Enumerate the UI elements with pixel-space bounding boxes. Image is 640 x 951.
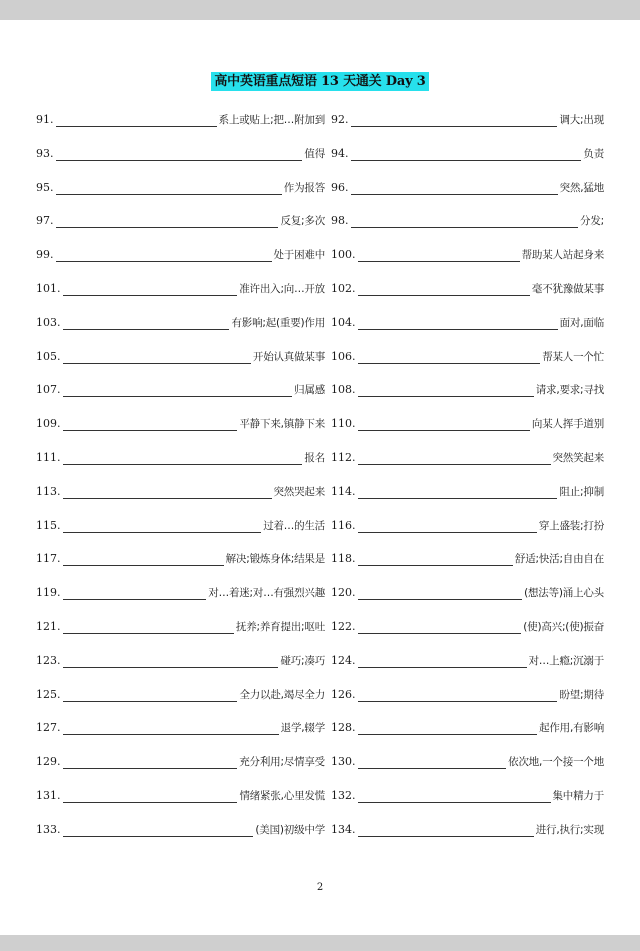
entry-row xyxy=(0,141,640,175)
answer-blank[interactable] xyxy=(63,722,279,735)
phrase-entry-left xyxy=(36,377,327,397)
entry-number: 100. xyxy=(331,248,356,262)
entry-row xyxy=(0,344,640,378)
entry-number: 108. xyxy=(331,383,356,397)
phrase-entry-right xyxy=(331,682,606,702)
phrase-entry-left xyxy=(36,276,327,296)
phrase-entry-right xyxy=(331,208,606,228)
answer-blank[interactable] xyxy=(358,689,558,702)
bottom-border-band xyxy=(0,935,640,951)
chinese-meaning: 帮助某人站起身来 xyxy=(521,249,604,262)
chinese-meaning: (使)高兴;(使)振奋 xyxy=(523,620,604,633)
answer-blank[interactable] xyxy=(358,486,558,499)
entry-number: 98. xyxy=(331,214,349,228)
phrase-entry-right xyxy=(331,242,606,262)
phrase-entry-left xyxy=(36,175,327,195)
entry-row xyxy=(0,445,640,479)
chinese-meaning: 起作用,有影响 xyxy=(539,722,604,735)
entry-number: 103. xyxy=(36,315,61,329)
answer-blank[interactable] xyxy=(351,114,558,127)
answer-blank[interactable] xyxy=(63,621,234,634)
entry-row xyxy=(0,614,640,648)
answer-blank[interactable] xyxy=(63,689,238,702)
entry-number: 94. xyxy=(331,146,349,160)
answer-blank[interactable] xyxy=(351,215,579,228)
entry-row xyxy=(0,107,640,141)
entry-row xyxy=(0,377,640,411)
chinese-meaning: 有影响;起(重要)作用 xyxy=(231,316,325,329)
answer-blank[interactable] xyxy=(358,520,537,533)
entry-number: 92. xyxy=(331,113,349,126)
chinese-meaning: 面对,面临 xyxy=(559,316,604,329)
phrase-entry-left xyxy=(36,310,327,330)
answer-blank[interactable] xyxy=(358,249,520,262)
chinese-meaning: 归属感 xyxy=(294,384,325,397)
answer-blank[interactable] xyxy=(358,351,541,364)
entry-row xyxy=(0,175,640,209)
chinese-meaning: 舒适;快活;自由自在 xyxy=(514,553,604,566)
chinese-meaning: 穿上盛装;打扮 xyxy=(538,519,604,532)
chinese-meaning: 进行,执行;实现 xyxy=(535,823,604,836)
answer-blank[interactable] xyxy=(63,824,254,837)
chinese-meaning: 抚养;养育提出;呕吐 xyxy=(235,620,325,633)
page-title-highlight: 高中英语重点短语 13 天通关 Day 3 xyxy=(211,72,428,91)
phrase-entry-left xyxy=(36,513,327,533)
phrase-entry-left xyxy=(36,749,327,769)
entry-row xyxy=(0,513,640,547)
phrase-entry-right xyxy=(331,141,606,161)
phrase-entry-left xyxy=(36,141,327,161)
entry-row xyxy=(0,242,640,276)
chinese-meaning: 平静下来,镇静下来 xyxy=(239,418,325,431)
entry-row xyxy=(0,580,640,614)
chinese-meaning: 集中精力于 xyxy=(552,789,604,802)
chinese-meaning: 开始认真做某事 xyxy=(252,350,325,363)
entry-number: 116. xyxy=(331,518,356,532)
phrase-entry-right xyxy=(331,107,606,127)
phrase-entry-right xyxy=(331,749,606,769)
entry-row xyxy=(0,715,640,749)
answer-blank[interactable] xyxy=(358,317,558,330)
chinese-meaning: 准许出入;向…开放 xyxy=(239,282,325,295)
chinese-meaning: 全力以赴,竭尽全力 xyxy=(239,688,325,701)
entry-number: 109. xyxy=(36,417,61,431)
chinese-meaning: 作为报答 xyxy=(283,181,325,194)
phrase-entry-left xyxy=(36,411,327,431)
entry-number: 125. xyxy=(36,687,61,701)
answer-blank[interactable] xyxy=(358,756,507,769)
chinese-meaning: 毫不犹豫做某事 xyxy=(531,282,604,295)
entry-number: 95. xyxy=(36,180,54,194)
entry-number: 106. xyxy=(331,349,356,363)
phrase-entry-right xyxy=(331,175,606,195)
entry-number: 114. xyxy=(331,484,356,498)
phrase-entry-right xyxy=(331,276,606,296)
entry-number: 105. xyxy=(36,349,61,363)
phrase-entry-right xyxy=(331,411,606,431)
chinese-meaning: 调大;出现 xyxy=(559,114,604,126)
entry-number: 123. xyxy=(36,653,61,667)
chinese-meaning: 系上或贴上;把…附加到 xyxy=(218,114,325,126)
phrase-entry-left xyxy=(36,817,327,837)
chinese-meaning: 充分利用;尽情享受 xyxy=(239,756,325,769)
entry-number: 91. xyxy=(36,113,54,126)
phrase-entry-right xyxy=(331,715,606,735)
answer-blank[interactable] xyxy=(358,722,538,735)
entry-number: 101. xyxy=(36,281,61,295)
chinese-meaning: 碰巧;凑巧 xyxy=(280,654,325,667)
entry-number: 99. xyxy=(36,248,54,262)
answer-blank[interactable] xyxy=(56,182,282,195)
chinese-meaning: 阻止;抑制 xyxy=(559,485,604,498)
entry-row xyxy=(0,749,640,783)
phrase-entry-right xyxy=(331,479,606,499)
page-title xyxy=(0,70,640,91)
chinese-meaning: 解决;锻炼身体;结果是 xyxy=(225,553,325,566)
document-page xyxy=(0,20,640,935)
entry-number: 121. xyxy=(36,619,61,633)
entry-number: 97. xyxy=(36,214,54,228)
phrase-entry-right xyxy=(331,783,606,803)
chinese-meaning: 处于困难中 xyxy=(273,249,325,262)
entry-number: 93. xyxy=(36,146,54,160)
answer-blank[interactable] xyxy=(351,182,558,195)
chinese-meaning: (美国)初级中学 xyxy=(255,823,325,836)
chinese-meaning: 依次地,一个接一个地 xyxy=(508,756,604,769)
chinese-meaning: (想法等)涌上心头 xyxy=(524,587,604,600)
phrase-list xyxy=(0,107,640,851)
answer-blank[interactable] xyxy=(358,384,534,397)
chinese-meaning: 值得 xyxy=(304,147,325,160)
answer-blank[interactable] xyxy=(63,790,238,803)
entry-number: 117. xyxy=(36,552,61,566)
top-border-band xyxy=(0,0,640,20)
chinese-meaning: 盼望;期待 xyxy=(559,688,604,701)
entry-number: 126. xyxy=(331,687,356,701)
answer-blank[interactable] xyxy=(358,824,534,837)
entry-row xyxy=(0,648,640,682)
phrase-entry-right xyxy=(331,817,606,837)
phrase-entry-left xyxy=(36,614,327,634)
phrase-entry-left xyxy=(36,648,327,668)
entry-row xyxy=(0,276,640,310)
entry-row xyxy=(0,479,640,513)
chinese-meaning: 突然,猛地 xyxy=(559,181,604,194)
phrase-entry-left xyxy=(36,479,327,499)
entry-number: 110. xyxy=(331,417,356,431)
entry-number: 112. xyxy=(331,450,356,464)
phrase-entry-right xyxy=(331,513,606,533)
entry-number: 113. xyxy=(36,484,61,498)
answer-blank[interactable] xyxy=(63,452,303,465)
answer-blank[interactable] xyxy=(63,384,293,397)
entry-number: 102. xyxy=(331,281,356,295)
entry-row xyxy=(0,682,640,716)
answer-blank[interactable] xyxy=(63,655,279,668)
entry-number: 132. xyxy=(331,788,356,802)
answer-blank[interactable] xyxy=(358,283,530,296)
answer-blank[interactable] xyxy=(56,114,217,127)
entry-row xyxy=(0,208,640,242)
entry-number: 130. xyxy=(331,755,356,769)
answer-blank[interactable] xyxy=(358,553,513,566)
answer-blank[interactable] xyxy=(56,148,303,161)
chinese-meaning: 情绪紧张,心里发慌 xyxy=(239,789,325,802)
entry-row xyxy=(0,411,640,445)
entry-number: 131. xyxy=(36,788,61,802)
phrase-entry-right xyxy=(331,310,606,330)
answer-blank[interactable] xyxy=(63,520,262,533)
phrase-entry-left xyxy=(36,344,327,364)
phrase-entry-left xyxy=(36,208,327,228)
entry-number: 111. xyxy=(36,450,61,464)
chinese-meaning: 向某人挥手道别 xyxy=(531,418,604,431)
entry-number: 96. xyxy=(331,180,349,194)
answer-blank[interactable] xyxy=(358,790,551,803)
phrase-entry-left xyxy=(36,682,327,702)
answer-blank[interactable] xyxy=(63,486,272,499)
phrase-entry-right xyxy=(331,344,606,364)
entry-number: 124. xyxy=(331,653,356,667)
chinese-meaning: 帮某人一个忙 xyxy=(542,350,604,363)
answer-blank[interactable] xyxy=(63,587,207,600)
phrase-entry-right xyxy=(331,377,606,397)
phrase-entry-left xyxy=(36,242,327,262)
chinese-meaning: 分发; xyxy=(580,215,604,228)
phrase-entry-left xyxy=(36,580,327,600)
entry-number: 120. xyxy=(331,586,356,600)
phrase-entry-right xyxy=(331,614,606,634)
answer-blank[interactable] xyxy=(358,621,522,634)
phrase-entry-left xyxy=(36,546,327,566)
entry-row xyxy=(0,546,640,580)
entry-number: 127. xyxy=(36,721,61,735)
chinese-meaning: 反复;多次 xyxy=(280,215,325,228)
entry-number: 115. xyxy=(36,518,61,532)
entry-row xyxy=(0,310,640,344)
answer-blank[interactable] xyxy=(56,215,279,228)
answer-blank[interactable] xyxy=(358,655,527,668)
answer-blank[interactable] xyxy=(358,452,551,465)
chinese-meaning: 报名 xyxy=(304,451,325,464)
chinese-meaning: 对…着迷;对…有强烈兴趣 xyxy=(208,587,325,600)
entry-number: 104. xyxy=(331,315,356,329)
answer-blank[interactable] xyxy=(358,418,530,431)
answer-blank[interactable] xyxy=(351,148,582,161)
answer-blank[interactable] xyxy=(63,351,251,364)
entry-number: 118. xyxy=(331,552,356,566)
entry-number: 107. xyxy=(36,383,61,397)
phrase-entry-right xyxy=(331,580,606,600)
chinese-meaning: 对…上瘾;沉溺于 xyxy=(528,654,604,667)
chinese-meaning: 负责 xyxy=(583,147,604,160)
phrase-entry-left xyxy=(36,445,327,465)
phrase-entry-left xyxy=(36,715,327,735)
chinese-meaning: 请求,要求;寻找 xyxy=(535,384,604,397)
page-number: 2 xyxy=(316,882,324,893)
entry-number: 119. xyxy=(36,586,61,600)
answer-blank[interactable] xyxy=(63,283,238,296)
answer-blank[interactable] xyxy=(56,249,272,262)
phrase-entry-right xyxy=(331,648,606,668)
answer-blank[interactable] xyxy=(63,317,230,330)
entry-number: 129. xyxy=(36,755,61,769)
answer-blank[interactable] xyxy=(63,418,238,431)
phrase-entry-left xyxy=(36,107,327,127)
answer-blank[interactable] xyxy=(63,553,224,566)
phrase-entry-right xyxy=(331,445,606,465)
entry-number: 122. xyxy=(331,619,356,633)
chinese-meaning: 突然哭起来 xyxy=(273,485,325,498)
phrase-entry-left xyxy=(36,783,327,803)
entry-number: 134. xyxy=(331,822,356,836)
entry-row xyxy=(0,817,640,851)
entry-number: 128. xyxy=(331,721,356,735)
chinese-meaning: 过着…的生活 xyxy=(263,519,325,532)
entry-number: 133. xyxy=(36,822,61,836)
entry-row xyxy=(0,783,640,817)
phrase-entry-right xyxy=(331,546,606,566)
chinese-meaning: 退学,辍学 xyxy=(280,722,325,735)
answer-blank[interactable] xyxy=(358,587,523,600)
chinese-meaning: 突然笑起来 xyxy=(552,451,604,464)
answer-blank[interactable] xyxy=(63,756,238,769)
